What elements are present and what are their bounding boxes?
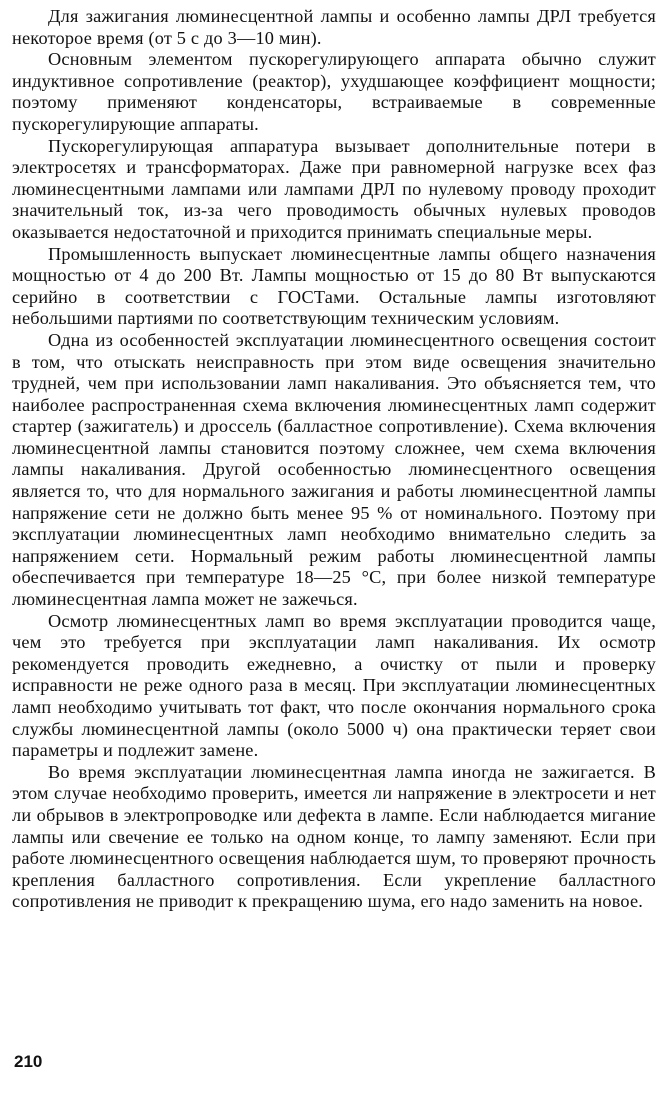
paragraph-lamp-production: Промышленность выпускает люминесцентные лампы общего назначения мощностью от 4 до 200 Вт. Лампы мощностью от 15 до 80 Вт выпускаются серийно в соответствии с ГОСТами. Остальные лампы изготовляют небольшими партиями по соответствующим техническим условиям. xyxy=(12,243,656,329)
paragraph-ignition-time: Для зажигания люминесцентной лампы и особенно лампы ДРЛ требуется некоторое время (от 5 с до 3—10 мин). xyxy=(12,6,656,48)
paragraph-ballast-losses: Пускорегулирующая аппаратура вызывает дополнительные потери в электросетях и трансформаторах. Даже при равномерной нагрузке всех фаз люминесцентными лампами или лампами ДРЛ по нулевому проводу проходит значительный ток, из-за чего проводимость обычных нулевых проводов оказывается недостаточной и приходится принимать специальные меры. xyxy=(12,135,656,242)
page-number: 210 xyxy=(14,1052,43,1071)
paragraph-troubleshooting: Во время эксплуатации люминесцентная лампа иногда не зажигается. В этом случае необходимо проверить, имеется ли напряжение в электросети и нет ли обрывов в электропроводке или дефекта в лампе. Если наблюдается мигание лампы или свечение ее только на одном конце, то лампу заменяют. Если при работе люминесцентного освещения наблюдается шум, то проверяют прочность крепления балластного сопротивления. Если укрепление балластного сопротивления не приводит к прекращению шума, его надо заменить на новое. xyxy=(12,761,656,912)
paragraph-ballast-element: Основным элементом пускорегулирующего аппарата обычно служит индуктивное сопротивление (реактор), ухудшающее коэффициент мощности; поэтому применяют конденсаторы, встраиваемые в современные пускорегулирующие аппараты. xyxy=(12,49,656,134)
body-text xyxy=(12,6,656,913)
paragraph-inspection: Осмотр люминесцентных ламп во время эксплуатации проводится чаще, чем это требуется при эксплуатации ламп накаливания. Их осмотр рекомендуется проводить ежедневно, а очистку от пыли и проверку исправности не реже одного раза в месяц. При эксплуатации люминесцентных ламп необходимо учитывать тот факт, что после окончания нормального срока службы люминесцентной лампы (около 5000 ч) она практически теряет свои параметры и подлежит замене. xyxy=(12,610,656,761)
paragraph-operation-features: Одна из особенностей эксплуатации люминесцентного освещения состоит в том, что отыскать неисправность при этом виде освещения значительно трудней, чем при использовании ламп накаливания. Это объясняется тем, что наиболее распространенная схема включения люминесцентных ламп содержит стартер (зажигатель) и дроссель (балластное сопротивление). Схема включения люминесцентной лампы становится поэтому сложнее, чем схема включения лампы накаливания. Другой особенностью люминесцентного освещения является то, что для нормального зажигания и работы люминесцентной лампы напряжение сети не должно быть менее 95 % от номинального. Поэтому при эксплуатации люминесцентных ламп необходимо внимательно следить за напряжением сети. Нормальный режим работы люминесцентной лампы обеспечивается при температуре 18—25 °С, при более низкой температуре люминесцентная лампа может не зажечься. xyxy=(12,329,656,610)
